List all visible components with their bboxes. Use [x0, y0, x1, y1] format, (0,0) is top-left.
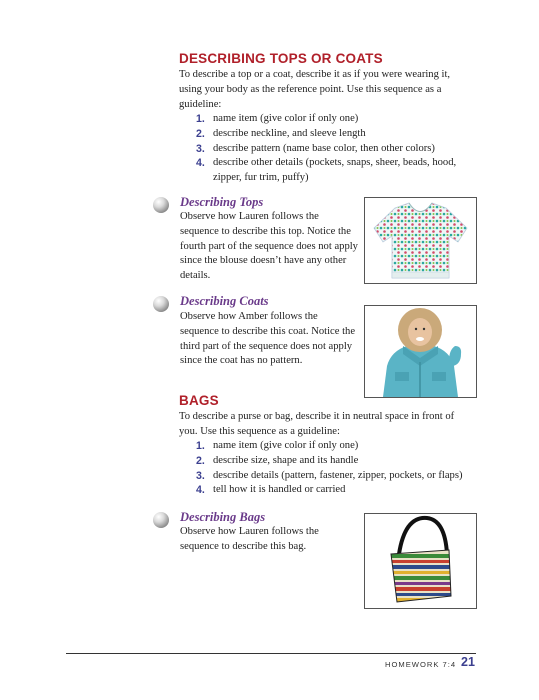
page-number: 21: [461, 655, 475, 669]
bag-photo: [364, 513, 477, 609]
list-item: 4. tell how it is handled or carried: [196, 484, 346, 497]
tops-text: Observe how Lauren follows the sequence to describe this top. Notice the fourth part of the sequence does not apply since the blouse doesn’t have any other details.: [180, 211, 358, 282]
footer-label: HOMEWORK 7:4: [385, 660, 457, 669]
section-heading-tops-coats: DESCRIBING TOPS OR COATS: [179, 51, 383, 66]
top-photo: [364, 197, 477, 284]
list-item: 3. describe details (pattern, fastener, zipper, pockets, or flaps): [196, 469, 463, 482]
bags-text: Observe how Lauren follows the sequence to describe this bag.: [180, 526, 319, 552]
bags-intro: To describe a purse or bag, describe it in neutral space in front of you. Use this sequence as a guideline:: [179, 411, 455, 437]
list-item: 1. name item (give color if only one): [196, 113, 359, 125]
video-disc-icon[interactable]: [153, 197, 169, 213]
list-item: 2. describe neckline, and sleeve length: [196, 127, 366, 140]
polka-dot-top-image: [365, 198, 476, 283]
list-item: 1. name item (give color if only one): [196, 440, 359, 452]
tops-coats-sequence: [196, 112, 476, 186]
video-disc-icon[interactable]: [153, 296, 169, 312]
video-disc-icon[interactable]: [153, 512, 169, 528]
bags-sequence: [196, 439, 476, 498]
coats-title: Describing Coats: [180, 294, 269, 308]
list-item: 3. describe pattern (name base color, then other colors): [196, 142, 435, 155]
coat-photo: [364, 305, 477, 398]
list-item: 4. describe other details (pockets, snaps, sheer, beads, hood, zipper, fur trim, puffy): [196, 157, 457, 184]
bags-title: Describing Bags: [180, 510, 266, 524]
tops-title: Describing Tops: [180, 195, 264, 209]
coats-text: Observe how Amber follows the sequence to describe this coat. Notice the third part of the sequence does not apply since the coat has no pattern.: [180, 311, 356, 367]
hooded-coat-image: [365, 306, 476, 397]
tops-coats-intro: To describe a top or a coat, describe it as if you were wearing it, using your body as the reference point. Use this sequence as a guideline:: [179, 69, 451, 110]
list-item: 2. describe size, shape and its handle: [196, 454, 359, 467]
striped-bag-image: [365, 514, 476, 608]
section-heading-bags: BAGS: [179, 393, 219, 408]
footer-divider: [66, 653, 476, 654]
